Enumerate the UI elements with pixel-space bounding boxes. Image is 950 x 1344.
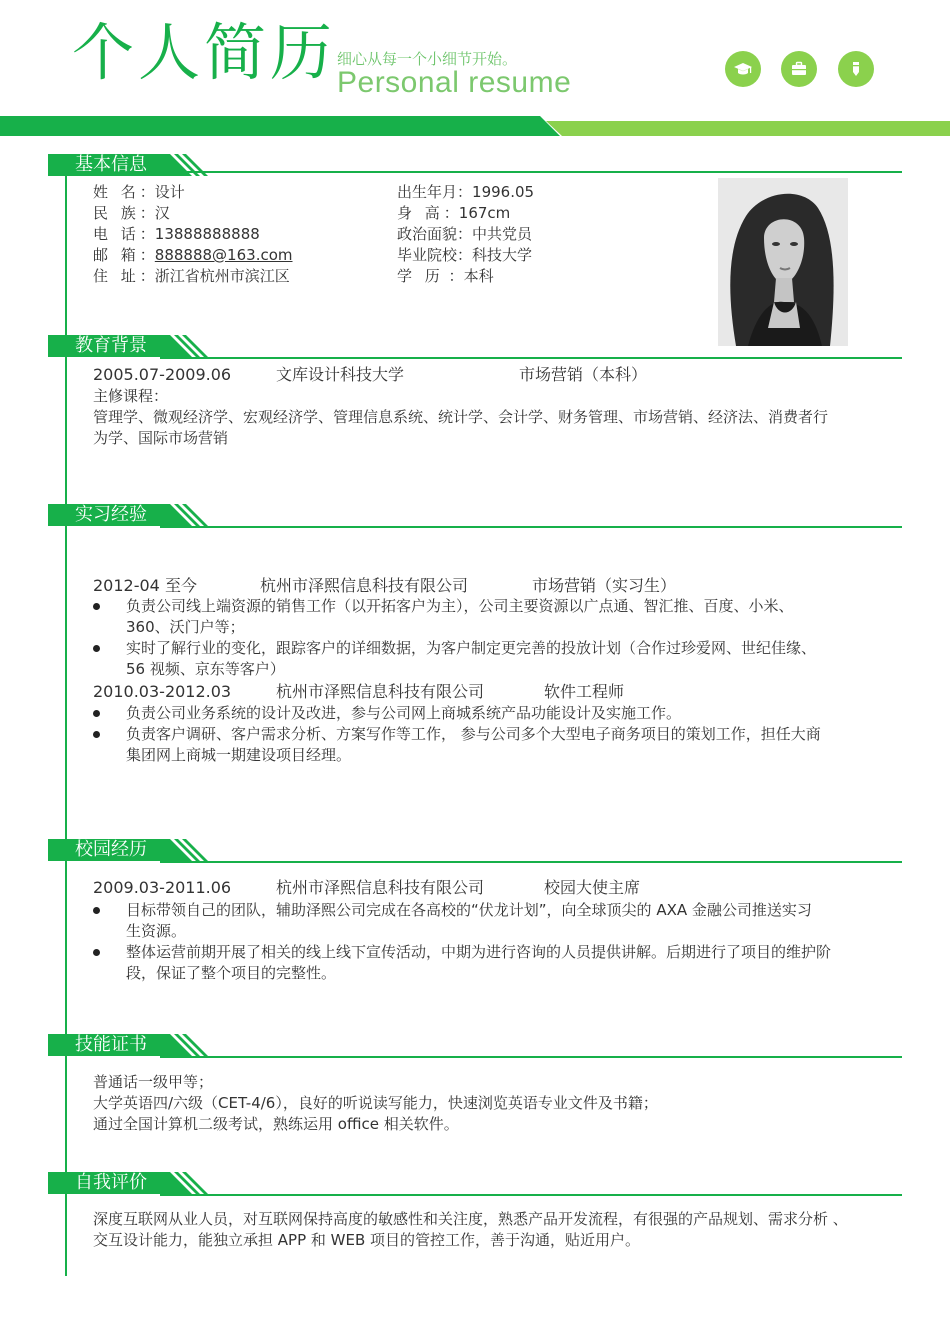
timeline-line	[65, 156, 67, 1276]
bullet-dot	[93, 710, 100, 717]
job-company: 杭州市泽熙信息科技有限公司	[276, 682, 485, 701]
info-row-politics: 政治面貌：中共党员	[397, 225, 533, 243]
bullet-dot	[93, 949, 100, 956]
stripes-decoration	[160, 1034, 210, 1056]
info-row-degree: 学 历 ：本科	[397, 267, 494, 285]
stripes-decoration	[160, 335, 210, 357]
job-duty-line: 负责公司线上端资源的销售工作（以开拓客户为主），公司主要资源以广点通、智汇推、百度、小米、	[126, 597, 794, 615]
job-period: 2012-04 至今	[93, 576, 197, 595]
info-row-address: 住 址：浙江省杭州市滨江区	[93, 267, 290, 285]
campus-company: 杭州市泽熙信息科技有限公司	[276, 878, 485, 897]
self-eval-line: 深度互联网从业人员，对互联网保持高度的敏感性和关注度，熟悉产品开发流程，有很强的产品规划、需求分析 、	[93, 1210, 848, 1228]
job-duty-line: 56 视频、京东等客户）	[126, 660, 285, 678]
section-line	[160, 861, 902, 863]
profile-photo	[718, 178, 848, 346]
edu-courses-label: 主修课程：	[93, 387, 169, 405]
header-bar-light	[546, 121, 950, 136]
job-period: 2010.03-2012.03	[93, 682, 232, 701]
section-line	[160, 171, 902, 173]
info-row-ethnicity: 民 族：汉	[93, 204, 170, 222]
job-duty-line: 负责公司业务系统的设计及改进，参与公司网上商城系统产品功能设计及实施工作。	[126, 704, 682, 722]
stripes-decoration	[160, 1172, 210, 1194]
skill-line: 普通话一级甲等；	[93, 1073, 214, 1091]
edu-courses-line: 为学、国际市场营销	[93, 429, 229, 447]
page-title: 个人简历	[72, 16, 337, 89]
job-company: 杭州市泽熙信息科技有限公司	[260, 576, 469, 595]
self-eval-line: 交互设计能力，能独立承担 APP 和 WEB 项目的管控工作，善于沟通，贴近用户。	[93, 1231, 641, 1249]
tagline: 细心从每一个小细节开始。	[337, 50, 518, 68]
job-duty-line: 实时了解行业的变化，跟踪客户的详细数据，为客户制定更完善的投放计划（合作过珍爱网、世纪佳缘、	[126, 639, 817, 657]
subtitle: Personal resume	[337, 66, 572, 99]
briefcase-icon	[781, 51, 817, 87]
info-row-email: 邮 箱：888888@163.com	[93, 246, 293, 264]
campus-duty-line: 目标带领自己的团队，辅助泽熙公司完成在各高校的“伏龙计划”，向全球顶尖的 AXA 金融公司推送实习	[126, 901, 812, 919]
info-row-birth: 出生年月：1996.05	[397, 183, 535, 201]
info-row-school: 毕业院校：科技大学	[397, 246, 533, 264]
section-title-internship: 实习经验	[75, 504, 147, 525]
campus-duty-line: 生资源。	[126, 922, 187, 940]
bullet-dot	[93, 603, 100, 610]
job-duty-line: 360、沃门户等；	[126, 618, 245, 636]
header-bar-dark	[0, 116, 560, 136]
campus-duty-line: 整体运营前期开展了相关的线上线下宣传活动，中期为进行咨询的人员提供讲解。后期进行了项目的维护阶	[126, 943, 832, 961]
job-role: 软件工程师	[544, 682, 625, 701]
bullet-dot	[93, 907, 100, 914]
edu-courses-line: 管理学、微观经济学、宏观经济学、管理信息系统、统计学、会计学、财务管理、市场营销、经济法、消费者行	[93, 408, 829, 426]
stripes-decoration	[160, 504, 210, 526]
stripes-decoration	[160, 839, 210, 861]
section-title-self: 自我评价	[75, 1172, 147, 1193]
edu-school: 文库设计科技大学	[276, 365, 405, 384]
section-line	[160, 1194, 902, 1196]
campus-period: 2009.03-2011.06	[93, 878, 232, 897]
info-row-name: 姓 名：设计	[93, 183, 185, 201]
skill-line: 通过全国计算机二级考试，熟练运用 office 相关软件。	[93, 1115, 459, 1133]
section-line	[160, 526, 902, 528]
section-title-basic: 基本信息	[75, 154, 147, 175]
job-duty-line: 集团网上商城一期建设项目经理。	[126, 746, 352, 764]
job-role: 市场营销（实习生）	[532, 576, 677, 595]
section-title-education: 教育背景	[75, 335, 147, 356]
graduation-cap-icon	[725, 51, 761, 87]
edu-period: 2005.07-2009.06	[93, 365, 232, 384]
info-row-height: 身 高：167cm	[397, 204, 511, 222]
campus-duty-line: 段，保证了整个项目的完整性。	[126, 964, 337, 982]
section-title-campus: 校园经历	[75, 839, 147, 860]
pen-icon	[838, 51, 874, 87]
skill-line: 大学英语四/六级（CET-4/6），良好的听说读写能力，快速浏览英语专业文件及书籍；	[93, 1094, 658, 1112]
bullet-dot	[93, 645, 100, 652]
info-row-phone: 电 话：13888888888	[93, 225, 260, 243]
edu-major: 市场营销（本科）	[519, 365, 648, 384]
section-line	[160, 357, 902, 359]
email-link[interactable]: 888888@163.com	[154, 246, 293, 264]
bullet-dot	[93, 731, 100, 738]
section-title-skills: 技能证书	[75, 1034, 147, 1055]
job-duty-line: 负责客户调研、客户需求分析、方案写作等工作， 参与公司多个大型电子商务项目的策划工作，担任大商	[126, 725, 821, 743]
campus-role: 校园大使主席	[544, 878, 641, 897]
section-line	[160, 1056, 902, 1058]
